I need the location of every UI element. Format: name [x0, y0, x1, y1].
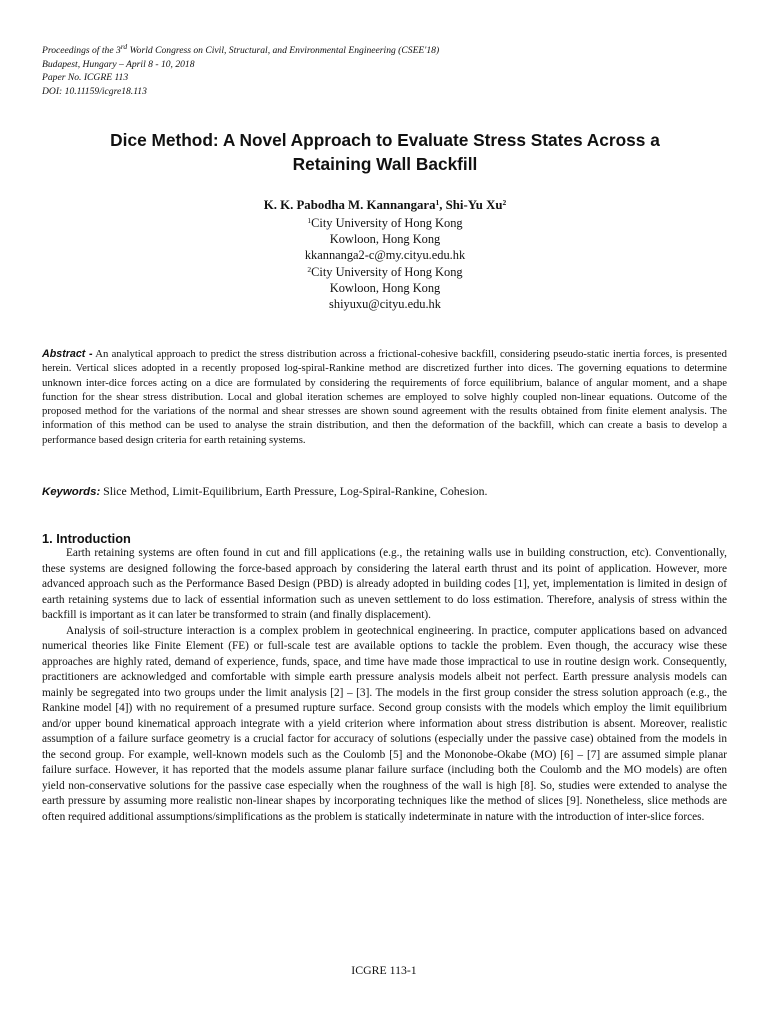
abstract [42, 347, 727, 447]
proceedings-ordinal: rd [120, 42, 128, 51]
paper-title [40, 128, 730, 176]
affiliations [40, 215, 730, 312]
paper-number: Paper No. ICGRE 113 [42, 72, 129, 83]
proceedings-prefix: Proceedings of the 3 [42, 45, 121, 56]
introduction-body [42, 546, 727, 825]
proceedings-header [42, 44, 732, 98]
paper-title-line-1: Dice Method: A Novel Approach to Evaluate Stress States Across a [110, 130, 660, 150]
author-separator: , [439, 198, 446, 212]
affiliation-1-email: kkannanga2-c@my.cityu.edu.hk [304, 248, 466, 263]
affiliation-2-email: shiyuxu@cityu.edu.hk [329, 297, 441, 312]
affiliation-1-org [40, 215, 730, 231]
conference-location: Budapest, Hungary – April 8 - 10, 2018 [42, 58, 195, 70]
proceedings-suffix: World Congress on Civil, Structural, and Environmental Engineering (CSEE'18) [127, 45, 440, 56]
page-footer: ICGRE 113-1 [351, 963, 417, 977]
affiliation-2-org-text: City University of Hong Kong [311, 264, 463, 279]
author-line [40, 197, 730, 213]
section-heading-introduction: 1. Introduction [42, 531, 131, 546]
affiliation-2-city: Kowloon, Hong Kong [329, 280, 441, 295]
affiliation-1-mark: 1 [307, 216, 312, 225]
affiliation-2-mark: 2 [307, 264, 312, 274]
abstract-text: An analytical approach to predict the stress distribution across a frictional-cohesive backfill, considering pseudo-static inertia forces, is presented herein. Vertical slices adopted in a recently proposed log-spiral-Rankine method are discretized further into dices. The governing equations to determine unknown inter-dice forces acting on a dice are formulated by considering the requirements of force equilibrium, balance of angular moment, and a shape function for the shear stress distribution. Local and global iteration schemes are employed to solve highly coupled non-linear equations. Outcome of the proposed method for the variations of the normal and shear stresses are shown sound agreement with the results obtained from finite element analysis. The information of this method can be used to analyse the strain distribution, and then the deformation of the backfill, which can create a basis to develop a performance based design criteria for earth retaining systems. [42, 348, 727, 446]
author-2: Shi-Yu Xu [445, 198, 503, 212]
affiliation-1-org-text: City University of Hong Kong [311, 216, 463, 230]
keywords [42, 484, 727, 500]
introduction-paragraph-1: Earth retaining systems are often found in cut and fill applications (e.g., the retaining walls use in building construction, etc). Conventionally, these systems are designed following the force-based approach by considering the lateral earth thrust and its point of application. However, more advanced approach such as the Performance Based Design (PBD) is already adopted in building codes [1], yet, implementation is limited in design of earth retaining systems due to lack of essential information such as uneven settlement to do loss estimation. Therefore, analysis of stress within the backfill is important as it can later be transformed to strain (and finally displacement). [42, 547, 727, 621]
author-2-affiliation-mark: 2 [502, 198, 507, 207]
abstract-label: Abstract - [42, 348, 93, 360]
keywords-label: Keywords: [42, 486, 101, 498]
paper-title-line-2: Retaining Wall Backfill [292, 154, 478, 174]
introduction-paragraph-2: Analysis of soil-structure interaction is a complex problem in geotechnical engineering. In practice, computer applications based on advanced numerical theories like Finite Element (FE) or full-scale test are available options to tackle the problem. Even though, the accuracy wise these approaches are highly rated, demand of experience, funds, space, and time have made those impractical to use in routine design work. Consequently, practitioners are acknowledged and comfortable with simple earth pressure analysis models albeit not perfect. Earth pressure analysis models can mainly be segregated into two groups under the limit analysis [2] – [3]. The models in the first group consider the stress solution approach (e.g., the Rankine model [4]) with no requirement of a presumed rupture surface. Second group consists with the models which employ the limit equilibrium and/or upper bound kinematical approach integrate with a yield criterion where information about stress distribution is absent. Moreover, realistic assumption of a failure surface geometry is a crucial factor for accuracy of solutions (especially under the passive case) obtained from the models in the second group. For example, well-known models such as the Coulomb [5] and the Mononobe-Okabe (MO) [6] – [7] are assumed simple planar failure surface. However, it has reported that the models assume planar failure surface (including both the Coulomb and the MO models) are often yield non-conservative solutions for the passive case especially when the roughness of the wall is high [8]. So, studies were extended to analyse the earth pressure by assuming more realistic non-linear shapes by incorporating techniques like the method of slices [9]. Nonetheless, slice methods are often required additional assumptions/simplifications as the problem is statically indeterminate in nature with the introduction of inter-slice forces. [42, 624, 727, 823]
keywords-text: Slice Method, Limit-Equilibrium, Earth Pressure, Log-Spiral-Rankine, Cohesion. [100, 484, 488, 498]
affiliation-2-org [40, 264, 730, 280]
affiliation-1-city: Kowloon, Hong Kong [329, 232, 441, 247]
author-1-affiliation-mark: 1 [435, 198, 440, 207]
doi: DOI: 10.11159/icgre18.113 [42, 85, 147, 97]
proceedings-line [42, 44, 732, 58]
author-1: K. K. Pabodha M. Kannangara [263, 198, 436, 212]
